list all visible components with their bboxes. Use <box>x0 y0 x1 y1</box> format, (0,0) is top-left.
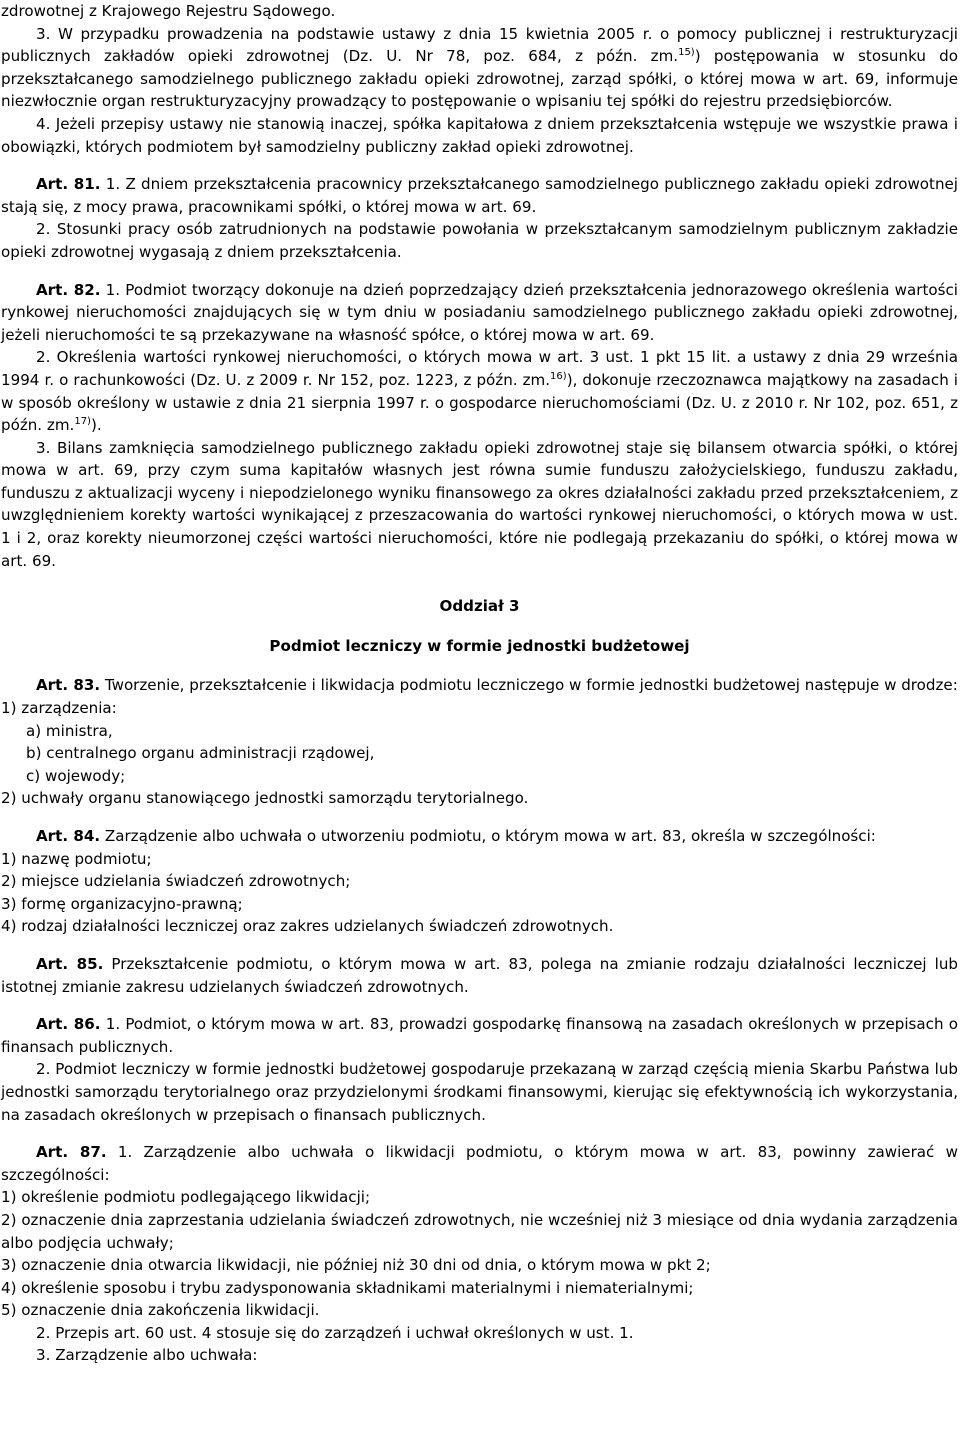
article-84-label: Art. 84. <box>36 827 101 845</box>
list-item: b) centralnego organu administracji rządowej, <box>26 744 375 763</box>
list-item: 2) miejsce udzielania świadczeń zdrowotnych; <box>1 872 351 891</box>
article-87-p3: 3. Zarządzenie albo uchwała: <box>36 1346 258 1365</box>
list-item: 3) formę organizacyjno-prawną; <box>1 894 243 913</box>
article-83: Art. 83. Tworzenie, przekształcenie i likwidacja podmiotu leczniczego w formie jednostki budżetowej następuje w drodze: <box>36 676 958 695</box>
list-item: 5) oznaczenie dnia zakończenia likwidacji. <box>1 1301 320 1320</box>
article-86-p2: 2. Podmiot leczniczy w formie jednostki budżetowej gospodaruje przekazaną w zarząd częścią mienia Skarbu Państwa lub jednostki samorządu terytorialnego oraz przydzielonymi środkami finansowymi, kierując się efektywnością ich wykorzystania, na zasadach określonych w przepisach o finansach publicznych. <box>1 1060 958 1124</box>
list-item: 4) rodzaj działalności leczniczej oraz zakres udzielanych świadczeń zdrowotnych. <box>1 917 614 936</box>
article-82-label: Art. 82. <box>36 280 101 299</box>
article-82-p1: Art. 82. 1. Podmiot tworzący dokonuje na dzień poprzedzający dzień przekształcenia jednorazowego określenia wartości rynkowej nieruchomości znajdujących się w tym dniu w posiadaniu samodzielnego publicznego zakładu opieki zdrowotnej, jeżeli nieruchomości te są przekazywane na własność spółce, o której mowa w art. 69. <box>1 280 958 344</box>
article-85: Art. 85. Przekształcenie podmiotu, o którym mowa w art. 83, polega na zmianie rodzaju działalności leczniczej lub istotnej zmianie zakresu udzielanych świadczeń zdrowotnych. <box>1 954 958 996</box>
paragraph-4: 4. Jeżeli przepisy ustawy nie stanowią inaczej, spółka kapitałowa z dniem przekształcenia wstępuje we wszystkie prawa i obowiązki, których podmiotem był samodzielny publiczny zakład opieki zdrowotnej. <box>1 114 958 156</box>
text-line-top: zdrowotnej z Krajowego Rejestru Sądowego. <box>1 2 336 20</box>
section-subtitle: Podmiot leczniczy w formie jednostki budżetowej <box>269 636 690 655</box>
list-item: 2) uchwały organu stanowiącego jednostki samorządu terytorialnego. <box>1 789 529 808</box>
list-item: 1) określenie podmiotu podlegającego likwidacji; <box>1 1188 371 1207</box>
article-86-p1: Art. 86. 1. Podmiot, o którym mowa w art. 83, prowadzi gospodarkę finansową na zasadach określonych w przepisach o finansach publicznych. <box>1 1015 958 1056</box>
article-86-label: Art. 86. <box>36 1015 101 1034</box>
article-87-label: Art. 87. <box>36 1143 107 1162</box>
list-item: 1) zarządzenia: <box>1 699 117 718</box>
list-item: 1) nazwę podmiotu; <box>1 849 152 868</box>
article-85-label: Art. 85. <box>36 954 104 973</box>
list-item: 4) określenie sposobu i trybu zadysponowania składnikami materialnymi i niematerialnymi; <box>1 1278 694 1297</box>
list-item: a) ministra, <box>26 721 113 740</box>
article-87-p2: 2. Przepis art. 60 ust. 4 stosuje się do zarządzeń i uchwał określonych w ust. 1. <box>36 1323 634 1342</box>
list-item: 3) oznaczenie dnia otwarcia likwidacji, nie później niż 30 dni od dnia, o którym mowa w pkt 2; <box>1 1256 711 1275</box>
article-81-p1: Art. 81. 1. Z dniem przekształcenia pracownicy przekształcanego samodzielnego publicznego zakładu opieki zdrowotnej stają się, z mocy prawa, pracownikami spółki, o której mowa w art. 69. <box>1 175 958 216</box>
article-84: Art. 84. Zarządzenie albo uchwała o utworzeniu podmiotu, o którym mowa w art. 83, określa w szczególności: <box>36 827 876 845</box>
list-item: c) wojewody; <box>26 766 126 785</box>
article-81-label: Art. 81. <box>36 175 101 194</box>
paragraph-3: 3. W przypadku prowadzenia na podstawie ustawy z dnia 15 kwietnia 2005 r. o pomocy publicznej i restrukturyzacji publicznych zakładów opieki zdrowotnej (Dz. U. Nr 78, poz. 684, z późn. zm.$^{15)}$) postępowania w stosunku do przekształcanego samodzielnego publicznego zakładu opieki zdrowotnej, zarząd spółki, o której mowa w art. 69, informuje niezwłocznie organ restrukturyzacyjny prowadzący to postępowanie o wpisaniu tej spółki do rejestru przedsiębiorców. <box>1 24 958 111</box>
article-81-p2: 2. Stosunki pracy osób zatrudnionych na podstawie powołania w przekształcanym samodzielnym publicznym zakładzie opieki zdrowotnej wygasają z dniem przekształcenia. <box>1 220 958 261</box>
list-item: 2) oznaczenie dnia zaprzestania udzielania świadczeń zdrowotnych, nie wcześniej niż 3 miesiące od dnia wydania zarządzenia albo podjęcia uchwały; <box>1 1210 958 1252</box>
article-82-p2: 2. Określenia wartości rynkowej nieruchomości, o których mowa w art. 3 ust. 1 pkt 15 lit. a ustawy z dnia 29 września 1994 r. o rachunkowości (Dz. U. z 2009 r. Nr 152, poz. 1223, z późn. zm.$^{16)}$), dokonuje rzeczoznawca majątkowy na zasadach i w sposób określony w ustawie z dnia 21 sierpnia 1997 r. o gospodarce nieruchomościami (Dz. U. z 2010 r. Nr 102, poz. 651, z późn. zm.$^{17)}$). <box>1 348 959 435</box>
article-83-label: Art. 83. <box>36 676 101 695</box>
article-82-p3: 3. Bilans zamknięcia samodzielnego publicznego zakładu opieki zdrowotnej staje się bilansem otwarcia spółki, o której mowa w art. 69, przy czym suma kapitałów własnych jest równa sumie funduszu założycielskiego, funduszu zakładu, funduszu z aktualizacji wyceny i niepodzielonego wyniku finansowego za okres działalności zakładu przed przekształceniem, z uwzględnieniem korekty wartości wynikającej z przeszacowania do wartości rynkowej nieruchomości, o których mowa w ust. 1 i 2, oraz korekty nieumorzonej części wartości nieruchomości, które nie podlegają przekazaniu do spółki, o której mowa w art. 69. <box>1 438 958 570</box>
section-title: Oddział 3 <box>439 597 520 616</box>
article-87-p1: Art. 87. 1. Zarządzenie albo uchwała o likwidacji podmiotu, o którym mowa w art. 83, powinny zawierać w szczególności: <box>1 1143 958 1184</box>
